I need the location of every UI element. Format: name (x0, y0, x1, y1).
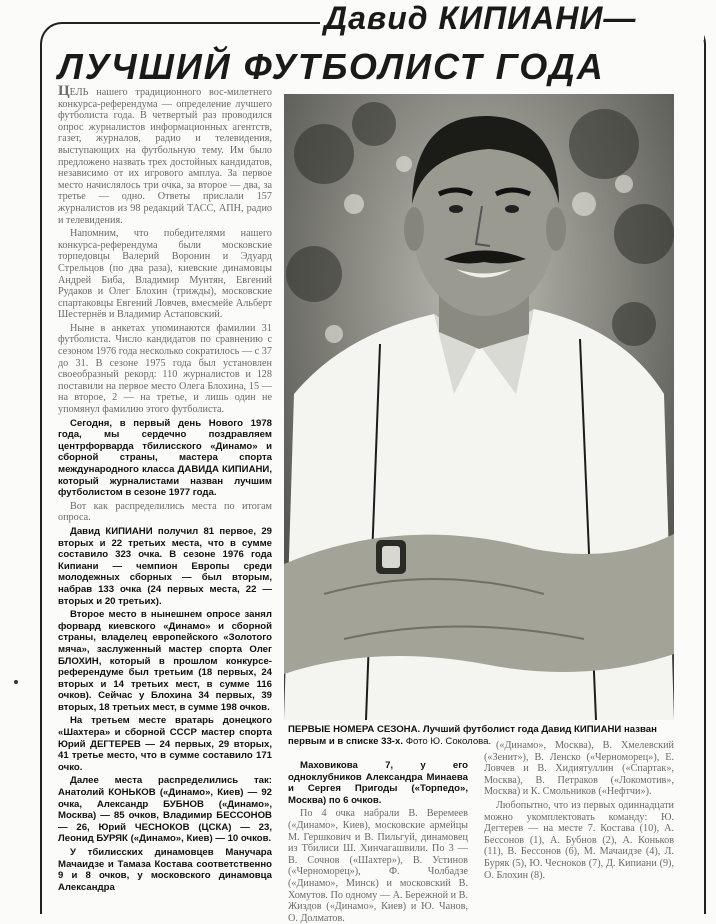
article-column-1 (58, 83, 272, 914)
paragraph-text: Ныне в анкетах упоминаются фамилии 31 футболиста. Число кандидатов по сравнению с сезоном 1976 года несколько сократилось — с 37 до 31. В сезоне 1975 года был установлен своеобразный рекорд: 110 журналистов и 128 поставили на первое место Олега Блохина, 15 — на второе, 2 — на третье, и лишь один не упомянул фамилию этого футболиста. (58, 322, 272, 416)
paragraph (288, 760, 468, 806)
photo-credit: Фото Ю. Соколова. (405, 735, 492, 747)
paragraph (58, 83, 272, 226)
paragraph (58, 418, 272, 499)
paragraph (288, 808, 468, 924)
paragraph-text: По 4 очка набрали В. Веремеев («Динамо», Киев), московские армейцы М. Гершкович и В. Пильгуй, динамовец из Тбилиси Ш. Хинчагашвили. По 3 — В. Сочнов («Шахтер»), В. Устинов («Черноморец»), Ф. Чолбадзе («Динамо», Минск) и московский В. Хомутов. По одному — А. Бережной и В. Жиздов («Динамо», Киев) и Ю. Чанов, О. Долматов. (288, 808, 468, 924)
paragraph-text: Далее места распределились так: Анатолий КОНЬКОВ («Динамо», Киев) — 92 очка, Александр БУБНОВ («Динамо», Москва) — 85 очков, Владимир БЕССОНОВ — 26, Юрий ЧЕСНОКОВ (ЦСКА) — 23, Леонид БУРЯК («Динамо», Киев) — 10 очков. (58, 775, 272, 845)
paragraph (484, 800, 674, 881)
paragraph (58, 323, 272, 416)
headline-name: Давид КИПИАНИ— (320, 0, 704, 40)
paragraph-text: Напомним, что победителями нашего конкурса-референдума были московские торпедовцы Валерий Воронин и Эдуард Стрельцов (по два раза), киевские динамовцы Андрей Биба, Владимир Мунтян, Евгений Рудаков и Олег Блохин (трижды), московские спартаковцы Евгений Ловчев, вмесмейе Альберт Шестернёв и Владимир Астаповский. (58, 228, 272, 321)
scan-mark (14, 680, 18, 684)
paragraph-text: На третьем месте вратарь донецкого «Шахтера» и сборной СССР мастер спорта Юрий ДЕГТЕРЕВ — 24 первых, 29 вторых, 41 третье место, что в сумме составило 171 очко. (58, 715, 272, 773)
paragraph (58, 847, 272, 893)
dropcap: Ц (58, 83, 70, 99)
player-photo (284, 94, 674, 720)
paragraph-text: Маховикова 7, у его одноклубников Александра Минаева и Сергея Пригоды («Торпедо», Москва) по 6 очков. (288, 760, 468, 806)
paragraph-text: («Динамо», Москва), В. Хмелевский («Зенит»), В. Ленско («Черноморец»), Е. Ловчев и В. Хидиятуллин («Спартак», Москва), В. Петраков («Локомотив», Москва) и К. Смольников («Нефтчи»). (484, 740, 674, 798)
paragraph-text: Давид КИПИАНИ получил 81 первое, 29 вторых и 22 третьих места, что в сумме составило 323 очка. В сезоне 1976 года Кипиани — чемпион Европы среди молодежных сборных — был вторым, набрав 133 очка (24 первых места, 22 — вторых и 20 третьих). (58, 525, 272, 607)
headline-title: ЛУЧШИЙ ФУТБОЛИСТ ГОДА (58, 46, 605, 87)
paragraph-text: ЕЛЬ нашего традиционного вос-милетнего конкурса-референдума — определение лучшего футболиста года. В четвертый раз проводился опрос журналистов информационных агентств, газет, журналов, радио и телевидения, выступающих на футбольную тему. Им было предложено назвать трех достойных кандидатов, независимо от их игрового амплуа. За первое место начислялось три очка, за второе — два, за третье — одно. Ответы прислали 157 журналистов из 98 редакций ТАСС, АПН, радио и телевидения. (58, 87, 272, 226)
paragraph (58, 775, 272, 845)
article-column-2 (288, 760, 468, 924)
paragraph (58, 501, 272, 524)
paragraph (484, 740, 674, 798)
paragraph-text: Второе место в нынешнем опросе занял форвард киевского «Динамо» и сборной страны, владелец европейского «Золотого мяча», заслуженный мастер спорта Олег БЛОХИН, который в прошлом конкурсе-референдуме был третьим (18 первых, 24 вторых и 14 третьих мест, в сумме 116 очков). Сейчас у Блохина 34 первых, 39 вторых, 18 третьих мест, в сумме 198 очков. (58, 609, 272, 713)
paragraph-text: Вот как распределились места по итогам опроса. (58, 500, 272, 524)
paragraph (58, 609, 272, 713)
caption-text: ПЕРВЫЕ НОМЕРА СЕЗОНА. Лучший футболист года Давид КИПИАНИ назван первым и в списке 33-х. (288, 724, 657, 747)
paragraph (58, 715, 272, 773)
paragraph-text: Сегодня, в первый день Нового 1978 года, мы сердечно поздравляем центрфорварда тбилисского «Динамо» и сборной страны, мастера спорта международного класса ДАВИДА КИПИАНИ, который журналистами назван лучшим футболистом в сезоне 1977 года. (58, 417, 272, 499)
article-column-3 (484, 740, 674, 916)
paragraph-text: Любопытно, что из первых одиннадцати можно укомплектовать команду: Ю. Дегтерев — на месте 7. Костава (10), А. Бессонов (1), А. Бубнов (2), А. Коньков (11), В. Бессонов (6), М. Мачаидзе (4), Л. Буряк (5), Ю. Чесноков (7), Д. Кипиани (9), О. Блохин (8). (484, 799, 674, 881)
paragraph (58, 526, 272, 607)
paragraph-text: У тбилисских динамовцев Манучара Мачаидзе и Тамаза Костава соответственно 9 и 8 очков, у московского динамовца Александра (58, 847, 272, 893)
paragraph (58, 228, 272, 321)
